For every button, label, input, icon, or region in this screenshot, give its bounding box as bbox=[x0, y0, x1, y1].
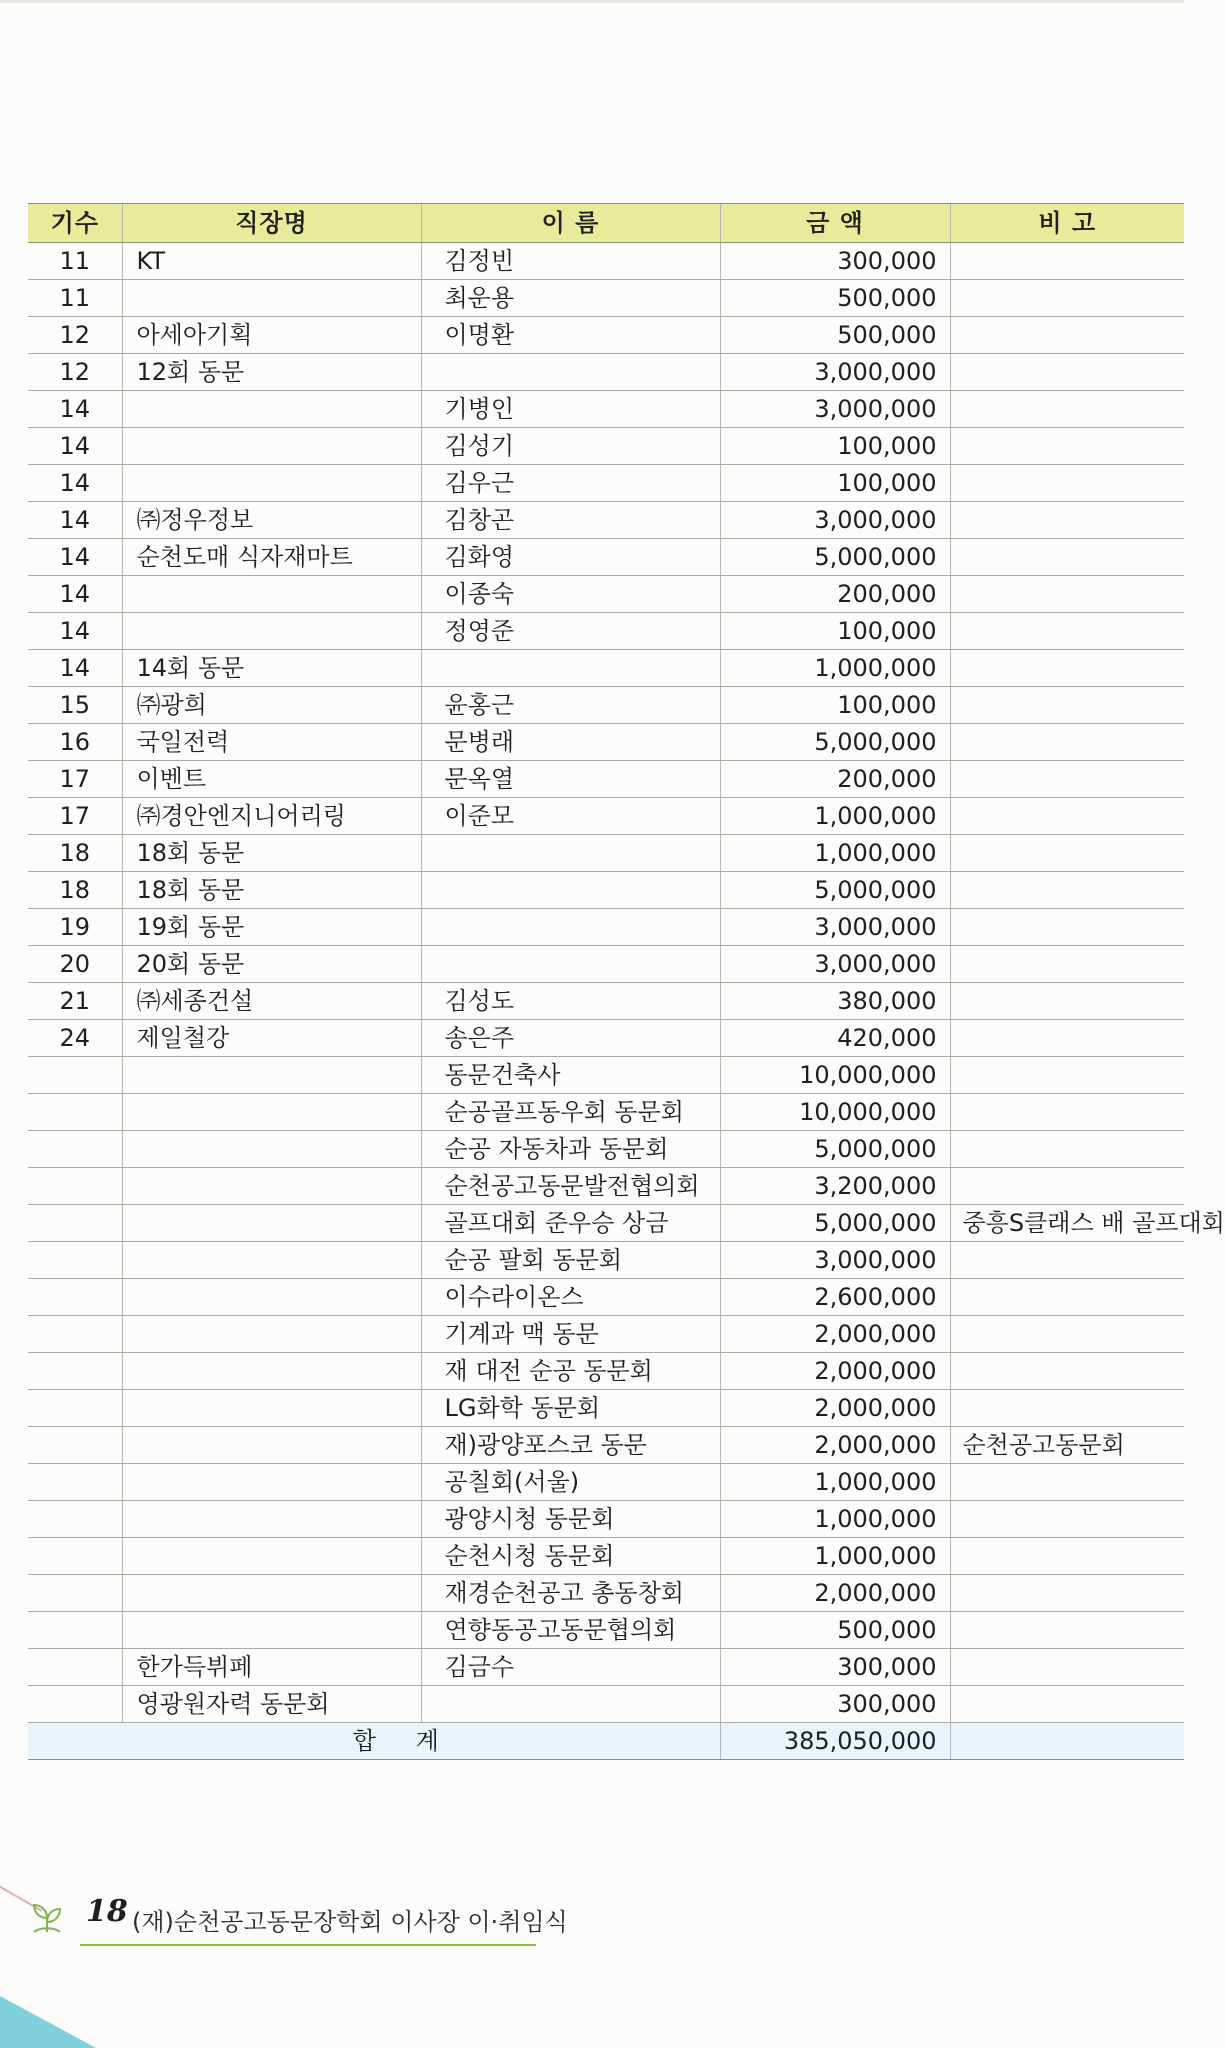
cell-gen: 14 bbox=[28, 650, 122, 687]
cell-note bbox=[950, 1612, 1184, 1649]
cell-workplace bbox=[122, 1575, 421, 1612]
cell-amount: 5,000,000 bbox=[720, 1131, 950, 1168]
cell-name: 문병래 bbox=[421, 724, 720, 761]
cell-name: 동문건축사 bbox=[421, 1057, 720, 1094]
cell-gen bbox=[28, 1057, 122, 1094]
total-row bbox=[28, 1723, 1184, 1760]
header-note: 비 고 bbox=[950, 204, 1184, 243]
cell-note bbox=[950, 243, 1184, 280]
table-row bbox=[28, 687, 1184, 724]
cell-workplace bbox=[122, 1427, 421, 1464]
cell-workplace bbox=[122, 280, 421, 317]
footer-rule bbox=[80, 1944, 536, 1946]
cell-workplace bbox=[122, 1279, 421, 1316]
cell-workplace bbox=[122, 1464, 421, 1501]
cell-amount: 420,000 bbox=[720, 1020, 950, 1057]
cell-amount: 10,000,000 bbox=[720, 1057, 950, 1094]
cell-gen bbox=[28, 1538, 122, 1575]
cell-workplace: KT bbox=[122, 243, 421, 280]
cell-amount: 1,000,000 bbox=[720, 1501, 950, 1538]
cell-name: 공칠회(서울) bbox=[421, 1464, 720, 1501]
cell-name: 이수라이온스 bbox=[421, 1279, 720, 1316]
table-row bbox=[28, 1057, 1184, 1094]
cell-gen: 17 bbox=[28, 761, 122, 798]
cell-workplace bbox=[122, 391, 421, 428]
cell-name: 김성기 bbox=[421, 428, 720, 465]
table-row bbox=[28, 502, 1184, 539]
cell-gen: 14 bbox=[28, 613, 122, 650]
cell-note bbox=[950, 761, 1184, 798]
cell-note bbox=[950, 798, 1184, 835]
table-row bbox=[28, 1316, 1184, 1353]
cell-gen bbox=[28, 1427, 122, 1464]
cell-amount: 5,000,000 bbox=[720, 1205, 950, 1242]
cell-gen bbox=[28, 1242, 122, 1279]
cell-amount: 100,000 bbox=[720, 687, 950, 724]
cell-amount: 2,000,000 bbox=[720, 1316, 950, 1353]
cell-amount: 5,000,000 bbox=[720, 872, 950, 909]
cell-gen: 20 bbox=[28, 946, 122, 983]
cell-workplace bbox=[122, 1353, 421, 1390]
cell-gen: 19 bbox=[28, 909, 122, 946]
table-row bbox=[28, 1612, 1184, 1649]
cell-amount: 300,000 bbox=[720, 243, 950, 280]
cell-amount: 3,000,000 bbox=[720, 1242, 950, 1279]
cell-name: 이종숙 bbox=[421, 576, 720, 613]
table-row bbox=[28, 1168, 1184, 1205]
cell-gen bbox=[28, 1316, 122, 1353]
table-row bbox=[28, 761, 1184, 798]
table-row bbox=[28, 1094, 1184, 1131]
cell-note: 순천공고동문회 bbox=[950, 1427, 1184, 1464]
page-top-edge bbox=[0, 0, 1184, 3]
cell-gen: 14 bbox=[28, 465, 122, 502]
cell-gen: 12 bbox=[28, 317, 122, 354]
total-amount: 385,050,000 bbox=[720, 1723, 950, 1760]
cell-workplace: 18회 동문 bbox=[122, 872, 421, 909]
cell-name: 김성도 bbox=[421, 983, 720, 1020]
cell-note bbox=[950, 983, 1184, 1020]
donation-table bbox=[28, 203, 1225, 1760]
cell-workplace: 순천도매 식자재마트 bbox=[122, 539, 421, 576]
cell-workplace bbox=[122, 1242, 421, 1279]
table-row bbox=[28, 1649, 1184, 1686]
cell-amount: 1,000,000 bbox=[720, 1464, 950, 1501]
cell-name bbox=[421, 835, 720, 872]
cell-amount: 100,000 bbox=[720, 613, 950, 650]
cell-note bbox=[950, 465, 1184, 502]
cell-gen: 18 bbox=[28, 872, 122, 909]
page-footer bbox=[0, 1880, 1184, 2048]
cell-note bbox=[950, 1501, 1184, 1538]
table-row bbox=[28, 909, 1184, 946]
cell-name: 정영준 bbox=[421, 613, 720, 650]
corner-decoration bbox=[0, 1996, 96, 2048]
cell-note bbox=[950, 1279, 1184, 1316]
cell-gen bbox=[28, 1612, 122, 1649]
cell-name bbox=[421, 354, 720, 391]
table-row bbox=[28, 280, 1184, 317]
table-row bbox=[28, 1686, 1184, 1723]
cell-amount: 200,000 bbox=[720, 761, 950, 798]
cell-workplace: 제일철강 bbox=[122, 1020, 421, 1057]
cell-workplace bbox=[122, 613, 421, 650]
cell-amount: 5,000,000 bbox=[720, 724, 950, 761]
cell-note bbox=[950, 724, 1184, 761]
cell-amount: 3,200,000 bbox=[720, 1168, 950, 1205]
cell-note bbox=[950, 909, 1184, 946]
cell-note bbox=[950, 1242, 1184, 1279]
cell-name: 기병인 bbox=[421, 391, 720, 428]
cell-workplace: 국일전력 bbox=[122, 724, 421, 761]
cell-note bbox=[950, 1649, 1184, 1686]
cell-name: 이명환 bbox=[421, 317, 720, 354]
cell-note bbox=[950, 539, 1184, 576]
cell-gen bbox=[28, 1390, 122, 1427]
cell-note bbox=[950, 354, 1184, 391]
table-row bbox=[28, 1390, 1184, 1427]
cell-name: 김우근 bbox=[421, 465, 720, 502]
cell-note bbox=[950, 1094, 1184, 1131]
cell-workplace: 19회 동문 bbox=[122, 909, 421, 946]
cell-workplace: 14회 동문 bbox=[122, 650, 421, 687]
table-row bbox=[28, 354, 1184, 391]
cell-name: 순공골프동우회 동문회 bbox=[421, 1094, 720, 1131]
cell-name: 순공 자동차과 동문회 bbox=[421, 1131, 720, 1168]
cell-gen: 16 bbox=[28, 724, 122, 761]
cell-note bbox=[950, 1316, 1184, 1353]
total-label: 합 계 bbox=[28, 1723, 720, 1760]
cell-workplace: 20회 동문 bbox=[122, 946, 421, 983]
cell-name: 문옥열 bbox=[421, 761, 720, 798]
cell-amount: 300,000 bbox=[720, 1649, 950, 1686]
cell-gen bbox=[28, 1575, 122, 1612]
cell-gen: 11 bbox=[28, 280, 122, 317]
cell-gen bbox=[28, 1686, 122, 1723]
cell-workplace: ㈜경안엔지니어리링 bbox=[122, 798, 421, 835]
cell-note bbox=[950, 1686, 1184, 1723]
cell-note bbox=[950, 613, 1184, 650]
cell-workplace bbox=[122, 576, 421, 613]
cell-note bbox=[950, 1390, 1184, 1427]
cell-note bbox=[950, 1538, 1184, 1575]
table-header-row bbox=[28, 204, 1184, 243]
cell-note bbox=[950, 1575, 1184, 1612]
cell-note bbox=[950, 1168, 1184, 1205]
cell-name: 김창곤 bbox=[421, 502, 720, 539]
cell-amount: 3,000,000 bbox=[720, 391, 950, 428]
table-row bbox=[28, 1020, 1184, 1057]
cell-amount: 1,000,000 bbox=[720, 1538, 950, 1575]
header-gen: 기수 bbox=[28, 204, 122, 243]
table-row bbox=[28, 946, 1184, 983]
table-row bbox=[28, 391, 1184, 428]
cell-amount: 1,000,000 bbox=[720, 798, 950, 835]
cell-amount: 100,000 bbox=[720, 465, 950, 502]
cell-note bbox=[950, 576, 1184, 613]
cell-note bbox=[950, 391, 1184, 428]
cell-gen bbox=[28, 1205, 122, 1242]
cell-amount: 2,000,000 bbox=[720, 1390, 950, 1427]
cell-name: 김화영 bbox=[421, 539, 720, 576]
cell-note bbox=[950, 280, 1184, 317]
page-number: 18 bbox=[86, 1894, 128, 1929]
cell-gen bbox=[28, 1168, 122, 1205]
cell-name bbox=[421, 946, 720, 983]
cell-note bbox=[950, 1353, 1184, 1390]
cell-workplace: 아세아기획 bbox=[122, 317, 421, 354]
table-row bbox=[28, 539, 1184, 576]
cell-name: 기계과 맥 동문 bbox=[421, 1316, 720, 1353]
cell-note bbox=[950, 428, 1184, 465]
cell-gen: 14 bbox=[28, 391, 122, 428]
cell-workplace: 18회 동문 bbox=[122, 835, 421, 872]
cell-gen: 24 bbox=[28, 1020, 122, 1057]
cell-name: 재경순천공고 총동창회 bbox=[421, 1575, 720, 1612]
cell-amount: 3,000,000 bbox=[720, 909, 950, 946]
cell-workplace bbox=[122, 428, 421, 465]
cell-workplace: ㈜정우정보 bbox=[122, 502, 421, 539]
header-amount: 금 액 bbox=[720, 204, 950, 243]
table-row bbox=[28, 798, 1184, 835]
cell-gen: 17 bbox=[28, 798, 122, 835]
cell-note bbox=[950, 1464, 1184, 1501]
cell-note bbox=[950, 872, 1184, 909]
cell-amount: 3,000,000 bbox=[720, 354, 950, 391]
cell-name: 순천공고동문발전협의회 bbox=[421, 1168, 720, 1205]
cell-name: 재 대전 순공 동문회 bbox=[421, 1353, 720, 1390]
cell-name bbox=[421, 650, 720, 687]
cell-workplace bbox=[122, 1501, 421, 1538]
cell-gen: 14 bbox=[28, 428, 122, 465]
table-row bbox=[28, 1464, 1184, 1501]
cell-gen: 14 bbox=[28, 576, 122, 613]
table-row bbox=[28, 1131, 1184, 1168]
cell-gen bbox=[28, 1649, 122, 1686]
cell-amount: 2,000,000 bbox=[720, 1427, 950, 1464]
table-row bbox=[28, 1501, 1184, 1538]
cell-name: 순천시청 동문회 bbox=[421, 1538, 720, 1575]
cell-gen: 12 bbox=[28, 354, 122, 391]
cell-gen bbox=[28, 1094, 122, 1131]
cell-name bbox=[421, 872, 720, 909]
cell-note bbox=[950, 502, 1184, 539]
cell-amount: 500,000 bbox=[720, 317, 950, 354]
cell-name bbox=[421, 909, 720, 946]
cell-amount: 10,000,000 bbox=[720, 1094, 950, 1131]
table-row bbox=[28, 576, 1184, 613]
cell-workplace: 이벤트 bbox=[122, 761, 421, 798]
table-row bbox=[28, 317, 1184, 354]
cell-workplace: ㈜세종건설 bbox=[122, 983, 421, 1020]
cell-amount: 2,000,000 bbox=[720, 1575, 950, 1612]
cell-workplace bbox=[122, 1538, 421, 1575]
cell-amount: 300,000 bbox=[720, 1686, 950, 1723]
donation-table-container bbox=[28, 203, 1225, 1760]
cell-name: 김정빈 bbox=[421, 243, 720, 280]
total-note bbox=[950, 1723, 1184, 1760]
table-row bbox=[28, 650, 1184, 687]
cell-name: 김금수 bbox=[421, 1649, 720, 1686]
table-row bbox=[28, 872, 1184, 909]
cell-name: 윤홍근 bbox=[421, 687, 720, 724]
table-row bbox=[28, 1575, 1184, 1612]
cell-amount: 200,000 bbox=[720, 576, 950, 613]
cell-workplace: 12회 동문 bbox=[122, 354, 421, 391]
cell-note bbox=[950, 1020, 1184, 1057]
table-row bbox=[28, 428, 1184, 465]
cell-workplace bbox=[122, 1205, 421, 1242]
cell-workplace: 한가득뷔페 bbox=[122, 1649, 421, 1686]
table-row bbox=[28, 1205, 1184, 1242]
header-workplace: 직장명 bbox=[122, 204, 421, 243]
cell-note bbox=[950, 1131, 1184, 1168]
cell-amount: 380,000 bbox=[720, 983, 950, 1020]
cell-gen bbox=[28, 1279, 122, 1316]
table-row bbox=[28, 613, 1184, 650]
cell-workplace bbox=[122, 1057, 421, 1094]
cell-gen bbox=[28, 1501, 122, 1538]
cell-name: 광양시청 동문회 bbox=[421, 1501, 720, 1538]
cell-gen: 14 bbox=[28, 502, 122, 539]
table-row bbox=[28, 983, 1184, 1020]
cell-gen: 15 bbox=[28, 687, 122, 724]
cell-workplace bbox=[122, 1316, 421, 1353]
table-row bbox=[28, 1538, 1184, 1575]
table-row bbox=[28, 1279, 1184, 1316]
header-name: 이 름 bbox=[421, 204, 720, 243]
sprout-icon bbox=[28, 1896, 66, 1936]
cell-workplace bbox=[122, 1612, 421, 1649]
cell-workplace: ㈜광희 bbox=[122, 687, 421, 724]
cell-name bbox=[421, 1686, 720, 1723]
cell-workplace: 영광원자력 동문회 bbox=[122, 1686, 421, 1723]
cell-gen bbox=[28, 1464, 122, 1501]
cell-name: 송은주 bbox=[421, 1020, 720, 1057]
cell-name: LG화학 동문회 bbox=[421, 1390, 720, 1427]
cell-name: 연향동공고동문협의회 bbox=[421, 1612, 720, 1649]
cell-amount: 500,000 bbox=[720, 1612, 950, 1649]
cell-workplace bbox=[122, 1094, 421, 1131]
cell-workplace bbox=[122, 1168, 421, 1205]
table-row bbox=[28, 835, 1184, 872]
table-row bbox=[28, 724, 1184, 761]
cell-note bbox=[950, 1057, 1184, 1094]
cell-name: 순공 팔회 동문회 bbox=[421, 1242, 720, 1279]
table-row bbox=[28, 1242, 1184, 1279]
cell-gen: 11 bbox=[28, 243, 122, 280]
cell-amount: 100,000 bbox=[720, 428, 950, 465]
cell-note: 중흥S클래스 배 골프대회 bbox=[950, 1205, 1184, 1242]
cell-gen: 18 bbox=[28, 835, 122, 872]
cell-workplace bbox=[122, 1131, 421, 1168]
table-row bbox=[28, 243, 1184, 280]
cell-name: 이준모 bbox=[421, 798, 720, 835]
cell-name: 최운용 bbox=[421, 280, 720, 317]
cell-amount: 500,000 bbox=[720, 280, 950, 317]
cell-name: 골프대회 준우승 상금 bbox=[421, 1205, 720, 1242]
table-row bbox=[28, 1427, 1184, 1464]
cell-workplace bbox=[122, 1390, 421, 1427]
table-row bbox=[28, 1353, 1184, 1390]
footer-title: (재)순천공고동문장학회 이사장 이·취임식 bbox=[132, 1908, 568, 1936]
cell-amount: 5,000,000 bbox=[720, 539, 950, 576]
cell-amount: 1,000,000 bbox=[720, 835, 950, 872]
cell-gen bbox=[28, 1131, 122, 1168]
cell-amount: 2,000,000 bbox=[720, 1353, 950, 1390]
cell-note bbox=[950, 946, 1184, 983]
cell-amount: 1,000,000 bbox=[720, 650, 950, 687]
cell-note bbox=[950, 317, 1184, 354]
cell-note bbox=[950, 650, 1184, 687]
cell-gen bbox=[28, 1353, 122, 1390]
cell-note bbox=[950, 687, 1184, 724]
cell-gen: 21 bbox=[28, 983, 122, 1020]
table-row bbox=[28, 465, 1184, 502]
cell-gen: 14 bbox=[28, 539, 122, 576]
cell-amount: 3,000,000 bbox=[720, 946, 950, 983]
cell-note bbox=[950, 835, 1184, 872]
cell-workplace bbox=[122, 465, 421, 502]
cell-amount: 3,000,000 bbox=[720, 502, 950, 539]
cell-name: 재)광양포스코 동문 bbox=[421, 1427, 720, 1464]
cell-amount: 2,600,000 bbox=[720, 1279, 950, 1316]
